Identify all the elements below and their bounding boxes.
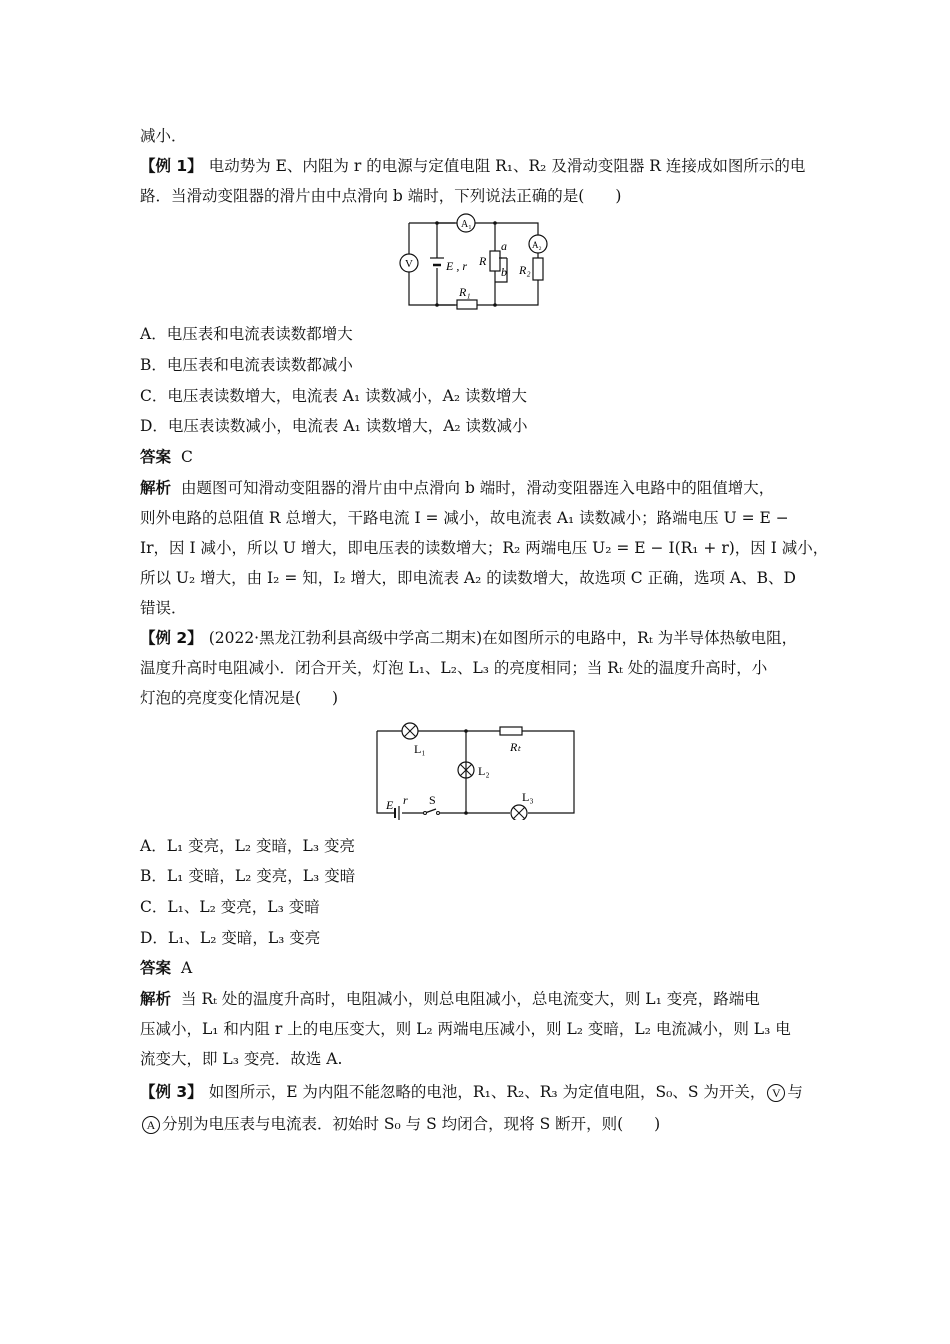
voltmeter-symbol: V (405, 258, 413, 270)
example1-analysis-text1: 由题图可知滑动变阻器的滑片由中点滑向 b 端时，滑动变阻器连入电路中的阻值增大， (181, 479, 775, 497)
switch-label: S (429, 793, 436, 807)
example2-tag: 【例 2】 (140, 629, 203, 647)
example1-answer-value: C (181, 448, 193, 466)
example3-question-text2: 分别为电压表与电流表．初始时 S₀ 与 S 均闭合，现将 S 断开，则( ) (162, 1115, 661, 1133)
example2-analysis-line2: 压减小，L₁ 和内阻 r 上的电压变大，则 L₂ 两端电压减小，则 L₂ 变暗，L₂ 电流减小，则 L₃ 电 (140, 1020, 791, 1038)
intro-text: 减小． (140, 127, 187, 145)
example2-option-b: B．L₁ 变暗，L₂ 变亮，L₃ 变暗 (140, 867, 356, 885)
example2-answer-label: 答案 (140, 959, 172, 977)
r2-label: R₂ (519, 263, 531, 277)
example2-analysis-text1: 当 Rₜ 处的温度升高时，电阻减小，则总电阻减小，总电流变大，则 L₁ 变亮，路端电 (181, 990, 760, 1008)
example2-option-d: D．L₁、L₂ 变暗，L₃ 变亮 (140, 929, 321, 947)
example1-analysis-line1 (140, 478, 820, 498)
rt-label: Rₜ (510, 740, 521, 754)
example1-option-a: A．电压表和电流表读数都增大 (140, 325, 353, 343)
example1-analysis-line5: 错误． (140, 599, 187, 617)
ammeter-icon: A (142, 1116, 160, 1134)
source-r-label: r (403, 793, 408, 807)
example3-question-line1 (140, 1082, 820, 1102)
example1-option-d: D．电压表读数减小，电流表 A₁ 读数增大，A₂ 读数减小 (140, 417, 528, 435)
example1-analysis-label: 解析 (140, 479, 172, 497)
example2-question-line3: 灯泡的亮度变化情况是( ) (140, 689, 339, 707)
example2-question-text1: (2022·黑龙江勃利县高级中学高二期末)在如图所示的电路中，Rₜ 为半导体热敏电阻， (208, 629, 798, 647)
slider-b-label: b (501, 265, 507, 279)
example2-analysis-line1 (140, 989, 820, 1009)
l3-label: L₃ (522, 790, 534, 804)
ammeter2-symbol: A₂ (532, 240, 542, 250)
example1-question-line1 (140, 156, 820, 176)
example1-circuit-diagram (395, 210, 560, 310)
example2-analysis-line3: 流变大，即 L₃ 变亮．故选 A. (140, 1050, 343, 1068)
rheostat-label: R (479, 254, 487, 268)
example2-question-line2: 温度升高时电阻减小．闭合开关，灯泡 L₁、L₂、L₃ 的亮度相同；当 Rₜ 处的温度升高时，小 (140, 659, 768, 677)
ammeter1-symbol: A₁ (461, 219, 472, 230)
example2-question-line1 (140, 628, 820, 648)
l1-label: L₁ (414, 742, 426, 756)
source-e-label: E (386, 798, 394, 812)
r1-label: R₁ (459, 285, 471, 299)
example1-option-c: C．电压表读数增大，电流表 A₁ 读数减小，A₂ 读数增大 (140, 387, 527, 405)
example1-question-text1: 电动势为 E、内阻为 r 的电源与定值电阻 R₁、R₂ 及滑动变阻器 R 连接成如图所示的电 (208, 157, 806, 175)
example1-analysis-line2: 则外电路的总阻值 R 总增大，干路电流 I = 减小，故电流表 A₁ 读数减小；路端电压 U = E − (140, 509, 789, 527)
example1-tag: 【例 1】 (140, 157, 203, 175)
example2-option-c: C．L₁、L₂ 变亮，L₃ 变暗 (140, 898, 320, 916)
example2-answer-value: A (181, 959, 193, 977)
example2-circuit-diagram (370, 718, 580, 820)
example1-answer-label: 答案 (140, 448, 172, 466)
source-label: E , r (446, 259, 467, 273)
l2-label: L₂ (478, 764, 490, 778)
example3-line1-tail: 与 (787, 1083, 803, 1101)
example3-question-line2 (140, 1114, 820, 1134)
example2-option-a: A．L₁ 变亮，L₂ 变暗，L₃ 变亮 (140, 837, 355, 855)
example3-question-text1: 如图所示，E 为内阻不能忽略的电池，R₁、R₂、R₃ 为定值电阻，S₀、S 为开关， (208, 1083, 766, 1101)
example1-analysis-line4: 所以 U₂ 增大，由 I₂ = 知，I₂ 增大，即电流表 A₂ 的读数增大，故选项 C 正确，选项 A、B、D (140, 569, 796, 587)
slider-a-label: a (501, 239, 507, 253)
voltmeter-icon: V (767, 1084, 785, 1102)
example3-tag: 【例 3】 (140, 1083, 203, 1101)
example1-question-line2: 路．当滑动变阻器的滑片由中点滑向 b 端时，下列说法正确的是( ) (140, 187, 622, 205)
example2-analysis-label: 解析 (140, 990, 172, 1008)
example1-answer (140, 447, 820, 467)
example1-analysis-line3: Ir，因 I 减小，所以 U 增大，即电压表的读数增大；R₂ 两端电压 U₂ = E − I(R₁ + r)，因 I 减小， (140, 539, 829, 557)
example1-option-b: B．电压表和电流表读数都减小 (140, 356, 353, 374)
example2-answer (140, 958, 820, 978)
